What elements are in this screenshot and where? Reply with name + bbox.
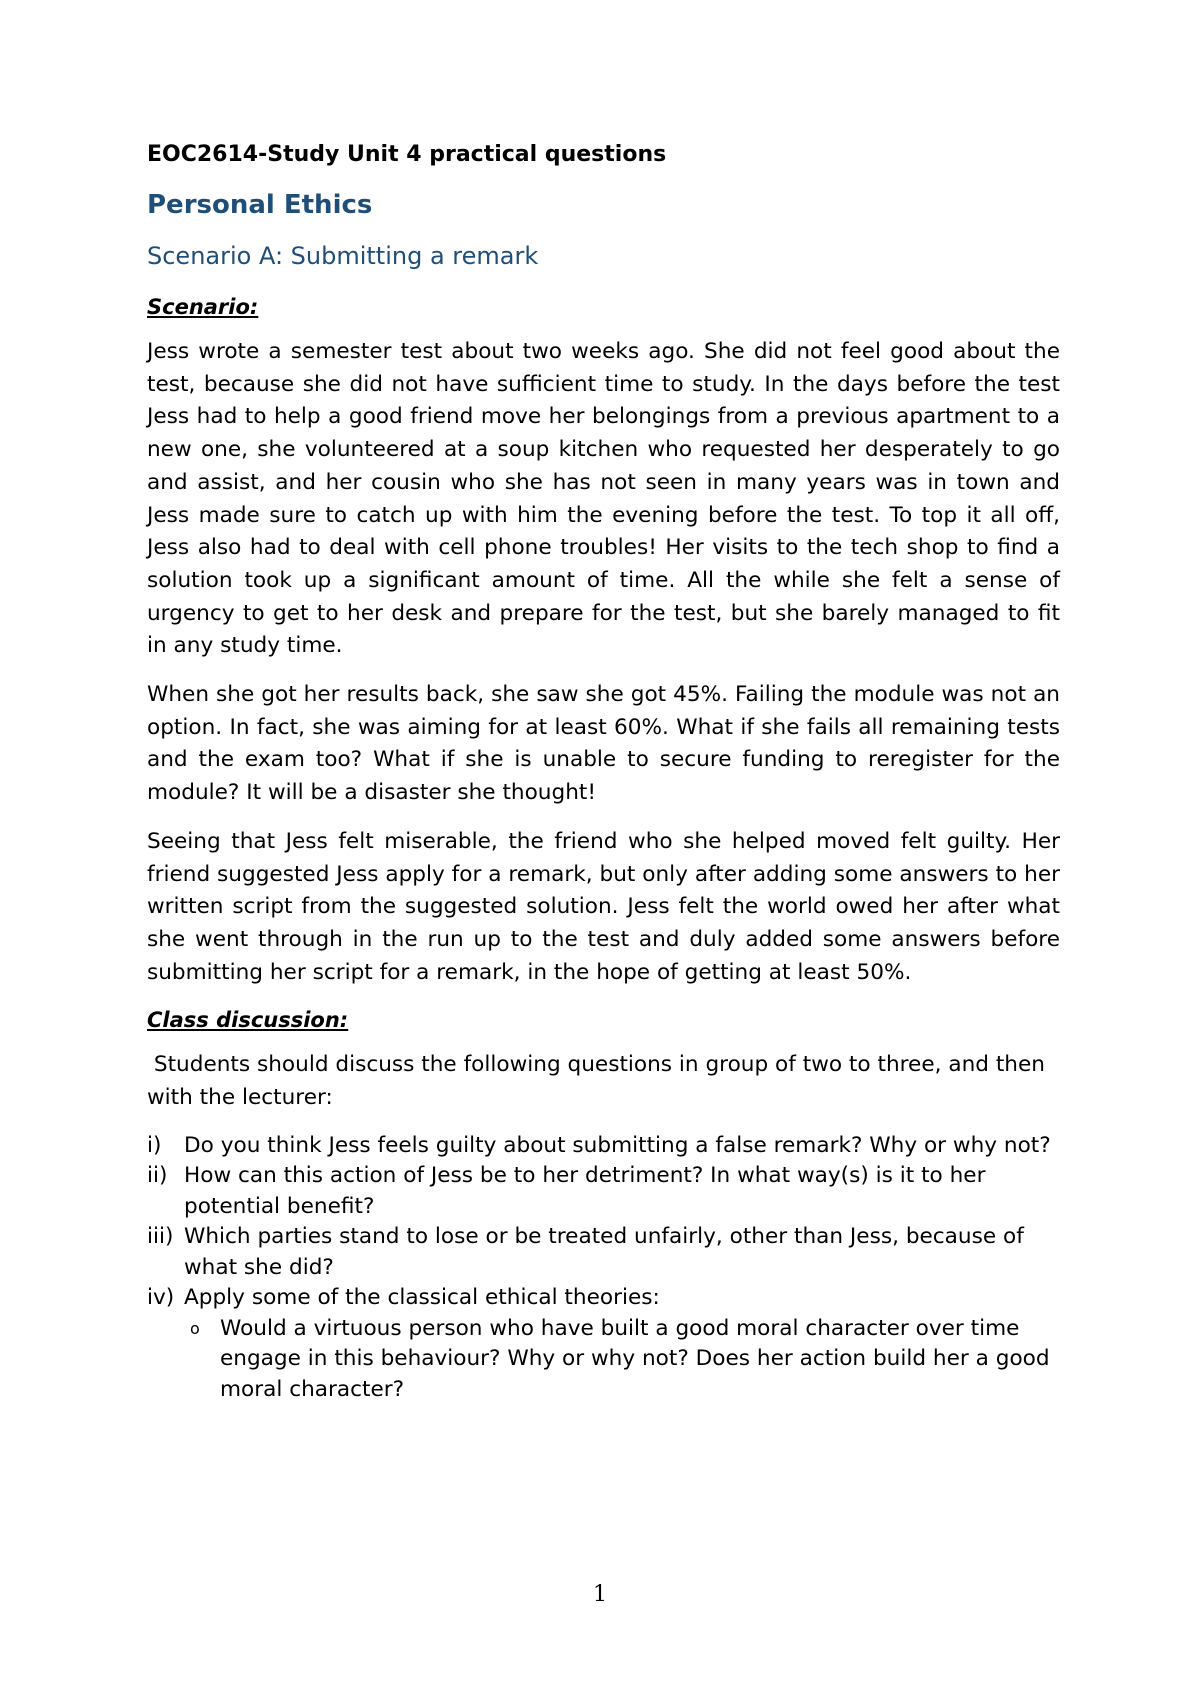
heading-personal-ethics: Personal Ethics [147, 190, 373, 220]
scenario-paragraph-2: When she got her results back, she saw she got 45%. Failing the module was not an option. In fact, she was aiming for at least 60%. What if she fails all remaining tests and the exam too? What if she is unable to secure funding to reregister for the module? It will be a disaster she thought! [147, 682, 1060, 806]
circle-bullet-icon: o [190, 1318, 200, 1338]
question-number: i) [147, 1132, 162, 1158]
list-item [147, 1283, 1060, 1405]
document-page [147, 140, 1060, 1405]
question-number: iv) [147, 1285, 175, 1311]
subquestion-text: Would a virtuous person who have built a good moral character over time engage in this behaviour? Why or why not? Does her action build her a good moral character? [220, 1315, 1050, 1402]
scenario-paragraph-3: Seeing that Jess felt miserable, the friend who she helped moved felt guilty. Her friend suggested Jess apply for a remark, but only after adding some answers to her written script from the suggested solution. Jess felt the world owed her after what she went through in the run up to the test and duly added some answers before submitting her script for a remark, in the hope of getting at least 50%. [147, 828, 1060, 985]
list-item [147, 1131, 1060, 1162]
discussion-intro: Students should discuss the following questions in group of two to three, and then with the lecturer: [147, 1052, 1052, 1111]
questions-list [147, 1131, 1060, 1406]
subquestions-list [184, 1314, 1060, 1406]
question-number: ii) [147, 1163, 168, 1189]
list-item [147, 1161, 1060, 1222]
page-number: 1 [593, 1582, 607, 1607]
question-text: Apply some of the classical ethical theories: [184, 1285, 660, 1311]
scenario-label: Scenario: [147, 295, 259, 319]
class-discussion-label: Class discussion: [147, 1008, 349, 1033]
heading-scenario-a: Scenario A: Submitting a remark [147, 242, 539, 270]
question-number: iii) [147, 1224, 174, 1250]
list-item [147, 1222, 1060, 1283]
list-item [184, 1314, 1060, 1406]
question-text: Which parties stand to lose or be treated unfairly, other than Jess, because of what she did? [184, 1224, 1024, 1280]
question-text: How can this action of Jess be to her detriment? In what way(s) is it to her potential benefit? [184, 1163, 986, 1219]
document-title: EOC2614-Study Unit 4 practical questions [147, 142, 667, 167]
question-text: Do you think Jess feels guilty about submitting a false remark? Why or why not? [184, 1132, 1051, 1158]
scenario-paragraph-1: Jess wrote a semester test about two weeks ago. She did not feel good about the test, because she did not have sufficient time to study. In the days before the test Jess had to help a good friend move her belongings from a previous apartment to a new one, she volunteered at a soup kitchen who requested her desperately to go and assist, and her cousin who she has not seen in many years was in town and Jess made sure to catch up with him the evening before the test. To top it all off, Jess also had to deal with cell phone troubles! Her visits to the tech shop to find a solution took up a significant amount of time. All the while she felt a sense of urgency to get to her desk and prepare for the test, but she barely managed to fit in any study time. [147, 339, 1060, 659]
